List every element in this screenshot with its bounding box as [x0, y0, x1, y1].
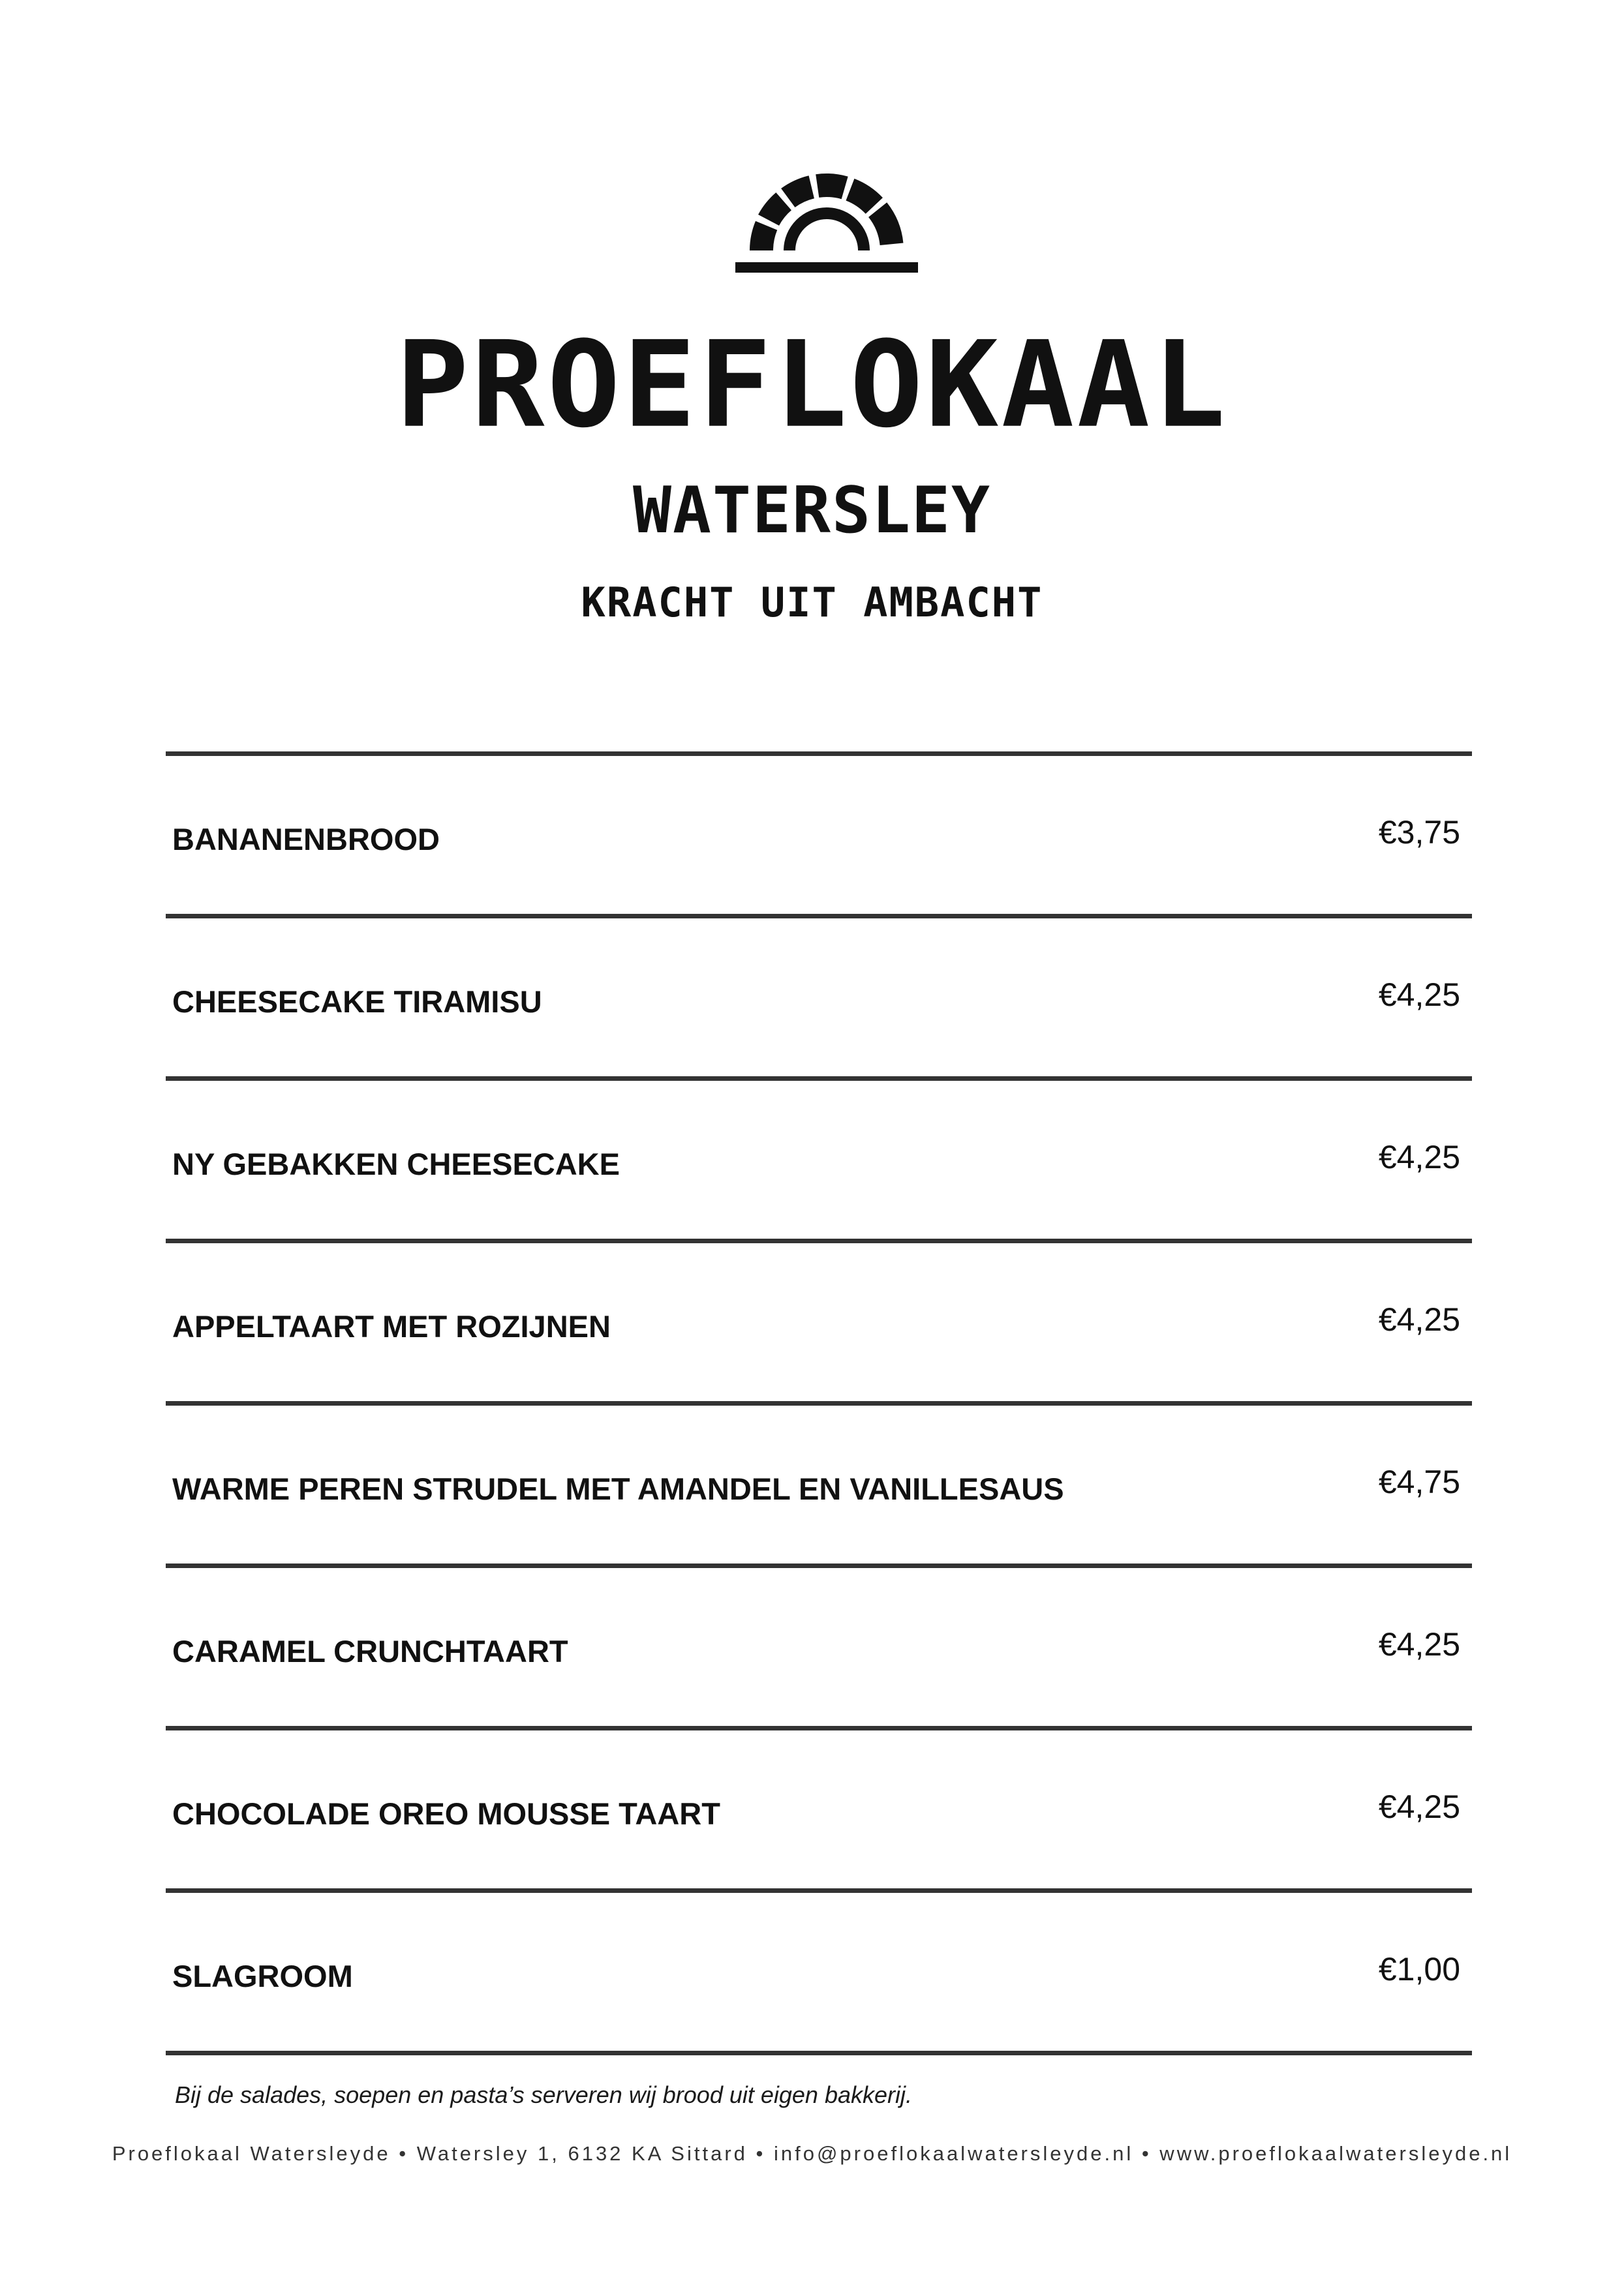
menu-item-price: €4,25 [1378, 1626, 1460, 1663]
menu-item [166, 756, 1472, 918]
menu-item [166, 1568, 1472, 1730]
menu-item [166, 918, 1472, 1081]
menu-item-price: €4,25 [1378, 1301, 1460, 1338]
restaurant-name: PROEFLOKAAL [395, 315, 1229, 454]
bread-oven-icon [733, 171, 920, 287]
menu-item-name: CARAMEL CRUNCHTAART [172, 1634, 568, 1669]
menu-item-price: €4,75 [1378, 1464, 1460, 1500]
menu-item-price: €1,00 [1378, 1951, 1460, 1987]
menu-item-name: APPELTAART MET ROZIJNEN [172, 1309, 611, 1344]
menu-item-price: €4,25 [1378, 1789, 1460, 1825]
menu-item [166, 1406, 1472, 1568]
menu-item [166, 1081, 1472, 1243]
menu-item-name: NY GEBAKKEN CHEESECAKE [172, 1147, 620, 1181]
menu-item [166, 1243, 1472, 1406]
menu-item [166, 1730, 1472, 1893]
tagline: KRACHT UIT AMBACHT [581, 579, 1043, 626]
restaurant-subtitle: WATERSLEY [632, 474, 991, 548]
menu-item-name: CHEESECAKE TIRAMISU [172, 984, 542, 1019]
menu-item-name: SLAGROOM [172, 1959, 353, 1993]
menu-item-price: €4,25 [1378, 976, 1460, 1013]
menu-item-name: CHOCOLADE OREO MOUSSE TAART [172, 1796, 720, 1831]
menu-item-name: BANANENBROOD [172, 822, 440, 856]
menu-item-price: €3,75 [1378, 814, 1460, 851]
dessert-menu [166, 751, 1472, 2055]
contact-footer: Proeflokaal Watersleyde • Watersley 1, 6132 KA Sittard • info@proeflokaalwatersleyde.nl • www.proeflokaalwatersleyde.nl [112, 2142, 1512, 2165]
menu-item [166, 1893, 1472, 2055]
menu-item-price: €4,25 [1378, 1139, 1460, 1175]
bread-note: Bij de salades, soepen en pasta’s serveren wij brood uit eigen bakkerij. [175, 2081, 913, 2108]
menu-item-name: WARME PEREN STRUDEL MET AMANDEL EN VANILLESAUS [172, 1472, 1064, 1506]
